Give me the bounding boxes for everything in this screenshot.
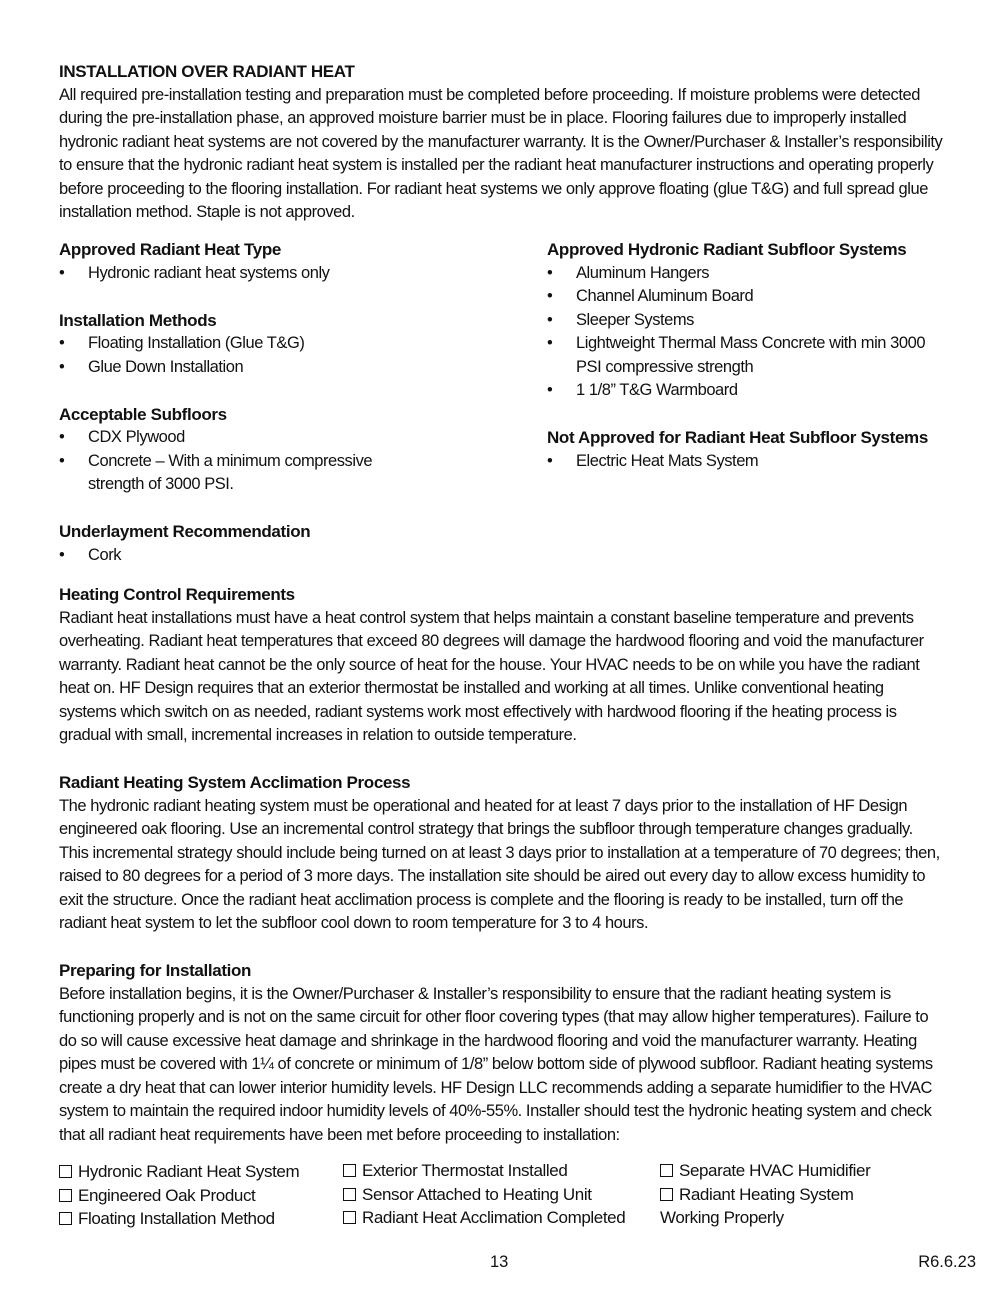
checklist-item-continuation: Working Properly	[660, 1208, 784, 1227]
checkbox-icon[interactable]	[59, 1212, 72, 1225]
preparing-heading: Preparing for Installation	[59, 961, 252, 980]
revision-code: R6.6.23	[918, 1253, 976, 1271]
list-item: • Sleeper Systems	[547, 310, 694, 329]
preparing-body: Before installation begins, it is the Owner/Purchaser & Installer’s responsibility to ensure that the radiant heating system is functioning properly and is not on the same circuit for other floor covering types (that may allow higher temperatures). Failure to do so will cause excessive heat damage and shrinkage in the hardwood flooring and void the manufacturer warranty. Heating pipes must be covered with 1¼ of concrete or minimum of 1/8” below bottom side of plywood subfloor. Radiant heating systems create a dry heat that can lower interior humidity levels. HF Design LLC recommends adding a separate humidifier to the HVAC system to maintain the required indoor humidity levels of 40%-55%. Installer should test the hydronic heating system and check that all radiant heat requirements have been met before proceeding to installation:	[59, 984, 933, 1144]
right-column	[547, 238, 945, 473]
heating-control-body: Radiant heat installations must have a heat control system that helps maintain a constant baseline temperature and prevents overheating. Radiant heat temperatures that exceed 80 degrees will damage the hardwood flooring and void the manufacturer warranty. Radiant heat cannot be the only source of heat for the house. Your HVAC needs to be on while you have the radiant heat on. HF Design requires that an exterior thermostat be installed and working at all times. Unlike conventional heating systems which switch on as needed, radiant systems work most effectively with hardwood flooring if the heating process is gradual with small, incremental increases in relation to outside temperature.	[59, 608, 924, 744]
acclimation-heading: Radiant Heating System Acclimation Process	[59, 773, 411, 792]
checklist-item[interactable]: Separate HVAC Humidifier	[660, 1159, 870, 1183]
checkbox-icon[interactable]	[343, 1188, 356, 1201]
list-item: • Glue Down Installation	[59, 357, 244, 376]
left-column	[59, 238, 399, 567]
list-item: • Lightweight Thermal Mass Concrete with min 3000 PSI compressive strength	[547, 334, 926, 376]
acclimation-body: The hydronic radiant heating system must be operational and heated for at least 7 days prior to the installation of HF Design engineered oak flooring. Use an incremental control strategy that brings the subfloor through temperature changes gradually. This incremental strategy should include being turned on at least 3 days prior to installation at a temperature of 70 degrees; then, raised to 80 degrees for a period of 3 more days. The installation site should be aired out every day to allow excess humidity to exit the structure. Once the radiant heat acclimation process is complete and the flooring is ready to be installed, turn off the radiant heat system to let the subfloor cool down to room temperature for 3 to 4 hours.	[59, 796, 940, 932]
radiant-heat-type-group	[59, 238, 399, 285]
heating-control-section	[59, 583, 944, 748]
checklist-item[interactable]: Engineered Oak Product	[59, 1184, 299, 1208]
group-heading: Approved Radiant Heat Type	[59, 240, 282, 259]
heating-control-heading: Heating Control Requirements	[59, 585, 295, 604]
intro-body: All required pre-installation testing and preparation must be completed before proceeding. If moisture problems were detected during the pre-installation phase, an approved moisture barrier must be in place. Flooring failures due to improperly installed hydronic radiant heat systems are not covered by the manufacturer warranty. It is the Owner/Purchaser & Installer’s responsibility to ensure that the hydronic radiant heat system is installed per the radiant heat manufacturer instructions and operating properly before proceeding to the flooring installation. For radiant heat systems we only approve floating (glue T&G) and full spread glue installation method. Staple is not approved.	[59, 85, 943, 221]
checkbox-icon[interactable]	[343, 1164, 356, 1177]
group-heading: Not Approved for Radiant Heat Subfloor Systems	[547, 428, 928, 447]
checklist-column-1	[59, 1160, 299, 1231]
checkbox-icon[interactable]	[660, 1188, 673, 1201]
intro-section	[59, 60, 944, 225]
approved-subfloor-systems-group	[547, 238, 945, 403]
group-heading: Approved Hydronic Radiant Subfloor Systems	[547, 240, 907, 259]
underlayment-group	[59, 520, 399, 567]
acceptable-subfloors-group	[59, 403, 399, 497]
page-number: 13	[490, 1253, 509, 1271]
checklist-column-3	[660, 1159, 870, 1230]
installation-methods-group	[59, 309, 399, 380]
checklist-item[interactable]: Radiant Heating System	[660, 1183, 870, 1207]
checkbox-icon[interactable]	[59, 1165, 72, 1178]
group-heading: Underlayment Recommendation	[59, 522, 311, 541]
list-item: • Aluminum Hangers	[547, 263, 710, 282]
group-heading: Installation Methods	[59, 310, 217, 330]
list-item: • Cork	[59, 545, 122, 564]
checklist-item[interactable]: Radiant Heat Acclimation Completed	[343, 1206, 625, 1230]
not-approved-systems-group	[547, 426, 945, 473]
list-item: • CDX Plywood	[59, 428, 185, 446]
checkbox-icon[interactable]	[343, 1211, 356, 1224]
preparing-section	[59, 959, 944, 1147]
checklist-item[interactable]: Sensor Attached to Heating Unit	[343, 1183, 625, 1207]
list-item: • Hydronic radiant heat systems only	[59, 263, 330, 282]
checkbox-icon[interactable]	[59, 1189, 72, 1202]
list-item: • Floating Installation (Glue T&G)	[59, 334, 305, 352]
list-item: • 1 1/8” T&G Warmboard	[547, 381, 738, 399]
list-item: • Channel Aluminum Board	[547, 287, 754, 305]
checkbox-icon[interactable]	[660, 1164, 673, 1177]
checklist-item[interactable]: Hydronic Radiant Heat System	[59, 1160, 299, 1184]
intro-heading: INSTALLATION OVER RADIANT HEAT	[59, 62, 355, 81]
group-heading: Acceptable Subfloors	[59, 404, 227, 424]
checklist-item[interactable]: Exterior Thermostat Installed	[343, 1159, 625, 1183]
list-item: • Electric Heat Mats System	[547, 451, 759, 470]
checklist-item[interactable]: Floating Installation Method	[59, 1207, 299, 1231]
acclimation-section	[59, 771, 944, 936]
list-item: • Concrete – With a minimum compressive strength of 3000 PSI.	[59, 451, 373, 493]
checklist-column-2	[343, 1159, 625, 1230]
